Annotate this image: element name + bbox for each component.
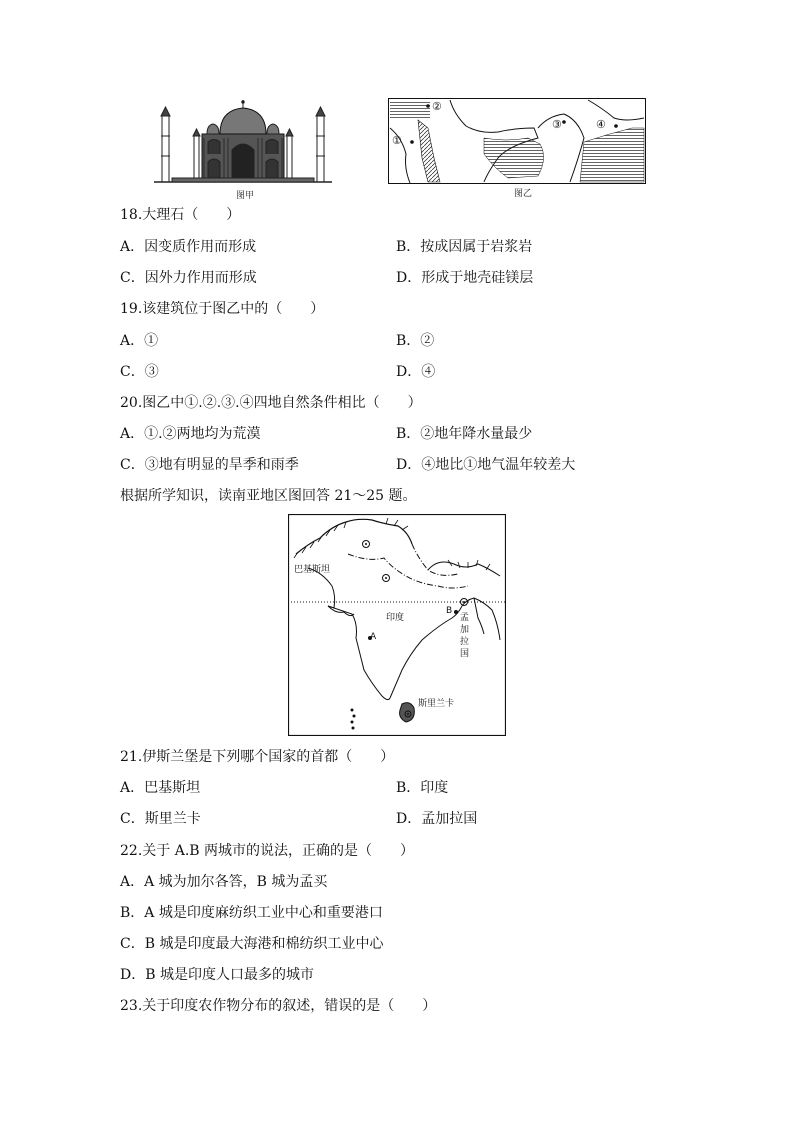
question-22-stem: 22.关于 A.B 两城市的说法，正确的是（ ） <box>120 843 415 859</box>
q18-option-a: A．因变质作用而形成 <box>120 239 257 255</box>
south-asia-map <box>288 514 506 736</box>
south-asia-map-svg <box>288 514 506 736</box>
q18-option-c: C．因外力作用而形成 <box>120 270 257 286</box>
q19-option-a: A．① <box>120 333 159 349</box>
map-label-city-b: B <box>446 606 453 616</box>
q21-option-d: D．孟加拉国 <box>396 811 478 827</box>
map-label-city-a: A <box>370 632 377 642</box>
q22-option-c: C．B 城是印度最大海港和棉纺织工业中心 <box>120 936 384 952</box>
marker-3: ③ <box>552 118 562 131</box>
question-20-stem: 20.图乙中①.②.③.④四地自然条件相比（ ） <box>120 395 422 411</box>
figure-yi <box>388 98 646 184</box>
marker-2: ② <box>432 100 442 113</box>
q21-option-b: B．印度 <box>396 780 449 796</box>
question-23-stem: 23.关于印度农作物分布的叙述，错误的是（ ） <box>120 998 437 1014</box>
map-label-bangladesh: 孟加拉国 <box>460 613 470 659</box>
q21-option-a: A．巴基斯坦 <box>120 780 201 796</box>
marker-4: ④ <box>596 118 606 131</box>
q21-option-c: C．斯里兰卡 <box>120 811 201 827</box>
intro-text: 根据所学知识，读南亚地区图回答 21～25 题。 <box>120 488 417 504</box>
figure-yi-caption: 图乙 <box>514 189 533 199</box>
q19-option-b: B．② <box>396 333 435 349</box>
region-map-yi <box>388 98 646 184</box>
q22-option-d: D．B 城是印度人口最多的城市 <box>120 967 314 983</box>
q20-option-a: A．①.②两地均为荒漠 <box>120 426 261 442</box>
q19-option-d: D．④ <box>396 364 436 380</box>
q20-option-c: C．③地有明显的旱季和雨季 <box>120 457 299 473</box>
question-19-stem: 19.该建筑位于图乙中的（ ） <box>120 301 325 317</box>
question-18-stem: 18.大理石（ ） <box>120 207 241 223</box>
q18-option-b: B．按成因属于岩浆岩 <box>396 239 533 255</box>
q20-option-b: B．②地年降水量最少 <box>396 426 533 442</box>
figure-jia-caption: 图甲 <box>236 191 255 201</box>
question-21-stem: 21.伊斯兰堡是下列哪个国家的首都（ ） <box>120 749 395 765</box>
map-label-india: 印度 <box>386 613 405 623</box>
q22-option-b: B．A 城是印度麻纺织工业中心和重要港口 <box>120 905 383 921</box>
map-label-srilanka: 斯里兰卡 <box>418 699 455 709</box>
marker-1: ① <box>392 134 402 147</box>
taj-mahal-drawing <box>152 98 334 188</box>
q19-option-c: C．③ <box>120 364 159 380</box>
q20-option-d: D．④地比①地气温年较差大 <box>396 457 576 473</box>
figure-jia <box>152 98 334 188</box>
map-label-pakistan: 巴基斯坦 <box>294 565 331 575</box>
q18-option-d: D．形成于地壳硅镁层 <box>396 270 534 286</box>
q22-option-a: A．A 城为加尔各答，B 城为孟买 <box>120 874 328 890</box>
